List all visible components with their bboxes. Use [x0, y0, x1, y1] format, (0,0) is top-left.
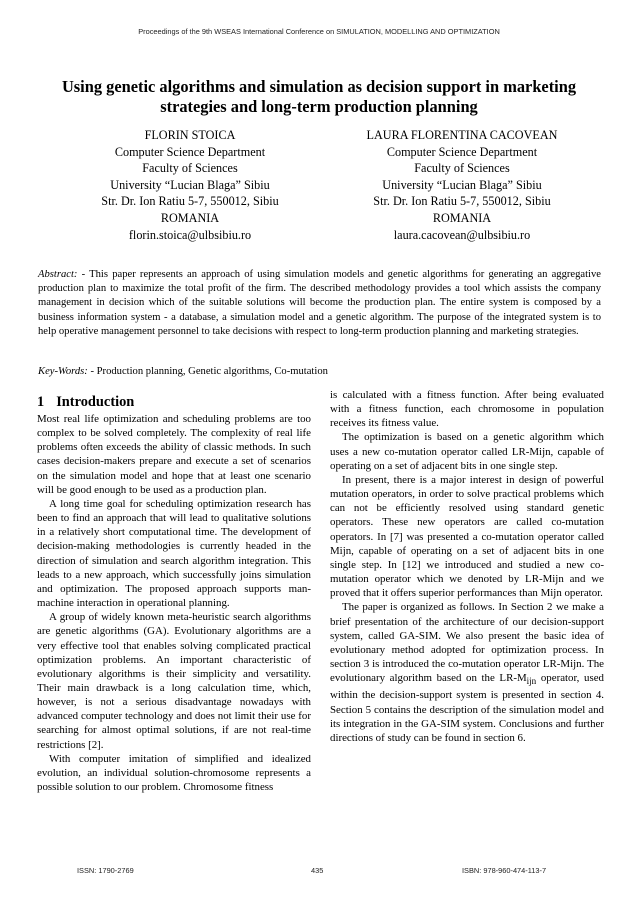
paragraph: In present, there is a major interest in design of powerful mutation operators, in order to solve practical problems which can not be efficiently resolved using standard genetic operators. These new operators are called co-mutation operators. In [7] was presented a co-mutation operator called Mijn, capable of operating on a set of adjacent bits in one single step. In [12] we introduced and studied a new co-mutation operator which we denoted by LR-Mijn and we proved that it offers superior performances than Mijn operator. [330, 473, 604, 600]
page-number: 435 [311, 866, 324, 875]
author-country: ROMANIA [432, 210, 492, 225]
abstract-label: Abstract: [38, 269, 78, 280]
author-department: Computer Science Department [386, 144, 538, 159]
paragraph-text: operator, used within the decision-support system is presented in section 4. Section 5 contains the description of the simulation model and its integration in the GA-SIM system. Conclusions and further directions of study can be found in section 6. [330, 672, 604, 744]
author-address: Str. Dr. Ion Ratiu 5-7, 550012, Sibiu [373, 194, 551, 209]
subscript: ijn [526, 676, 537, 687]
author-university: University “Lucian Blaga” Sibiu [382, 177, 542, 192]
paragraph: is calculated with a fitness function. After being evaluated with a fitness function, each chromosome in population receives its fitness value. [330, 389, 604, 430]
keywords-label: Key-Words: [38, 366, 88, 377]
author-name: FLORIN STOICA [144, 128, 236, 142]
author-faculty: Faculty of Sciences [142, 161, 238, 176]
author-country: ROMANIA [160, 210, 220, 225]
section-number: 1 [37, 394, 45, 410]
author-faculty: Faculty of Sciences [414, 161, 510, 176]
paragraph: Most real life optimization and scheduling problems are too complex to be solved completely. The complexity of real life problems often exceeds the ability of classic methods. In such cases decision-makers prepare and execute a set of scenarios on the simulation model and hope that at least one scenario will be good enough to be used as a production plan. [37, 413, 311, 496]
keywords-text: - Production planning, Genetic algorithms, Co-mutation [87, 366, 328, 377]
author-email: laura.cacovean@ulbsibiu.ro [393, 227, 531, 242]
footer-issn: ISSN: 1790-2769 [77, 866, 134, 875]
author-university: University “Lucian Blaga” Sibiu [110, 177, 270, 192]
paragraph-text: The paper is organized as follows. In Section 2 we make a brief presentation of the architecture of our decision-support system, called GA-SIM. We also present the basic idea of evolutionary method adopted for optimization process. In section 3 is introduced the co-mutation operator LR-Mijn. The evolutionary algorithm based on the LR-M [330, 601, 604, 685]
paragraph: With computer imitation of simplified and idealized evolution, an individual solution-chromosome represents a possible solution to our problem. Chromosome fitness [37, 752, 311, 794]
left-column [37, 393, 311, 794]
author-department: Computer Science Department [114, 144, 266, 159]
author-address: Str. Dr. Ion Ratiu 5-7, 550012, Sibiu [101, 194, 279, 209]
paper-title: Using genetic algorithms and simulation as decision support in marketing strategies and long-term production planning [61, 77, 577, 116]
author-block-1 [65, 127, 315, 243]
section-heading [37, 393, 311, 411]
author-name: LAURA FLORENTINA CACOVEAN [366, 128, 558, 142]
paragraph: The optimization is based on a genetic algorithm which uses a new co-mutation operator called LR-Mijn, capable of operating on a set of adjacent bits in one single step. [330, 431, 604, 472]
abstract-text: - This paper represents an approach of using simulation models and genetic algorithms for generating an aggregative production plan to maximize the total profit of the firm. The described methodology provides a tool which assists the company management in decision which of the suitable solutions will become the production plan. The entire system is composed by a business information system - a database, a simulation model and a genetic algorithm. The purpose of the integrated system is to help operative management personnel to take decisions with respect to long-term production planning and marketing strategies. [38, 269, 601, 337]
right-column [330, 388, 604, 745]
running-header: Proceedings of the 9th WSEAS International Conference on SIMULATION, MODELLING AND OPTIMIZATION [138, 27, 500, 36]
paragraph: A long time goal for scheduling optimization research has been to find an approach that will lead to qualitative solutions in a relatively short computational time. The development of decision-making methodologies is currently headed in the direction of simulation and search algorithm integration. This leads to a new approach, which successfully joins simulation and optimization. The proposed approach supports man-machine interaction in operational planning. [37, 497, 311, 610]
author-email: florin.stoica@ulbsibiu.ro [128, 227, 252, 242]
section-title: Introduction [56, 394, 135, 410]
paragraph: A group of widely known meta-heuristic search algorithms are genetic algorithms (GA). Evolutionary algorithms are a very effective tool that enables solving complicated practical optimization problems. An important characteristic of evolutionary algorithms is their simplicity and versatility. Their main drawback is a long calculation time, which, however, is not a serious disadvantage nowadays with advanced computer technology and does not limit their use for searching for almost optimal solutions, if are not real-time restrictions [2]. [37, 611, 311, 751]
keywords [38, 365, 601, 379]
footer-isbn: ISBN: 978-960-474-113-7 [462, 866, 547, 875]
paragraph [330, 600, 604, 745]
abstract [38, 268, 601, 339]
author-block-2 [337, 127, 587, 243]
